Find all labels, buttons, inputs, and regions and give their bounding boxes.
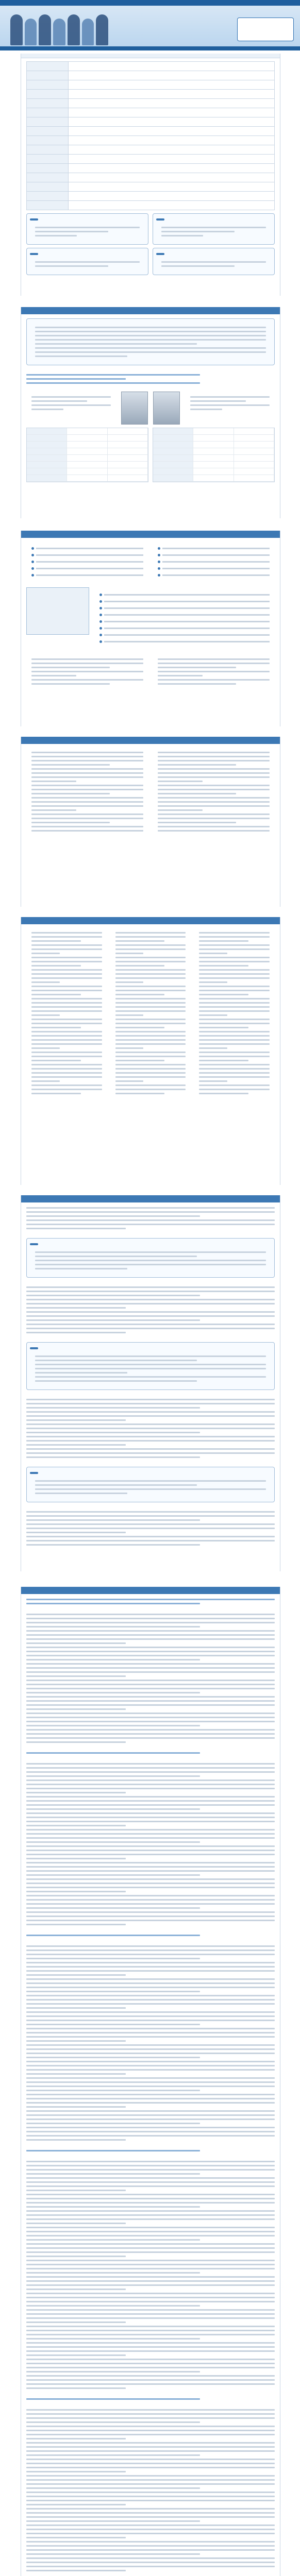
box-title [30,253,38,255]
header-banner [0,0,300,50]
table-row [27,80,275,90]
table-row [27,99,275,108]
box-title [30,218,38,221]
photo-row [26,392,275,425]
person-figure [10,14,23,45]
summary-box-left [26,213,148,245]
text-columns [26,654,275,689]
table-row [27,173,275,182]
table-row [27,201,275,210]
news-section-3 [21,737,280,907]
diagram-graphic [26,587,89,635]
three-column-text [26,927,275,1099]
text-column [26,927,107,1099]
notice-box [26,1467,275,1502]
person-figure [68,14,80,45]
notice-box [26,1238,275,1278]
schedule-summary [26,213,275,245]
newsletter-logo [237,18,294,41]
story-body [21,2156,280,2394]
person-figure [25,19,37,45]
story-subhead [21,1748,280,1758]
text-column [153,747,275,836]
notice-body [21,1282,280,1338]
table-row [27,136,275,145]
news-section-1 [21,307,280,518]
story-subhead [21,2394,280,2404]
text-column [194,927,275,1099]
text-column [26,654,148,689]
news-highlight-lines [21,369,280,388]
stats-table-right [153,428,275,482]
table-row [27,192,275,201]
table-row [27,182,275,192]
notice-box [26,1342,275,1390]
notice-body [21,1394,280,1463]
section-bar [21,307,280,314]
table-row [27,145,275,155]
person-figure [53,19,65,45]
table-row [27,127,275,136]
schedule-table [26,61,275,210]
summary-box-left [26,248,148,275]
notice-section [21,1195,280,1571]
bullet-list [31,544,143,579]
stats-table-left [26,428,148,482]
story-body [21,1609,280,1748]
bullet-list [158,544,270,579]
story-section [21,1587,280,2576]
summary-box-right [153,248,275,275]
news-section-4 [21,917,280,1185]
news-section-2 [21,531,280,726]
portrait-photo [153,392,180,425]
box-title [156,218,164,221]
box-title [30,1472,38,1474]
box-title [30,1243,38,1245]
banner-people-illustration [10,9,108,45]
table-row [27,62,275,71]
text-column [110,927,191,1099]
story-subhead [21,2145,280,2156]
person-figure [96,14,108,45]
news-summary-box [26,318,275,365]
box-title [30,1347,38,1349]
section-bar [21,531,280,538]
list-grid [26,541,275,582]
schedule-section [21,54,280,296]
summary-box-right [153,213,275,245]
story-lead [21,1594,280,1609]
story-body [21,2404,280,2576]
photo-caption [26,392,116,425]
section-bar [21,737,280,744]
section-bar [21,1195,280,1202]
table-row [27,71,275,80]
table-row [27,117,275,127]
box-title [156,253,164,255]
diagram-row [26,587,275,649]
table-row [27,108,275,117]
bullet-list [99,590,270,646]
table-row [27,164,275,173]
section-bar [21,1587,280,1594]
story-subhead [21,1930,280,1941]
section-title [21,54,280,58]
table-row [27,155,275,164]
notice-body [21,1506,280,1550]
text-column [26,747,148,836]
top-strip [0,0,300,6]
story-body [21,1758,280,1930]
text-column [153,654,275,689]
story-body [21,1941,280,2145]
banner-bottom-stripe [0,46,300,50]
schedule-summary-2 [26,248,275,275]
notice-body [21,1202,280,1234]
person-figure [39,14,51,45]
stats-tables [26,428,275,482]
portrait-photo [121,392,148,425]
section-bar [21,917,280,924]
photo-caption [185,392,275,425]
table-row [27,90,275,99]
person-figure [82,19,94,45]
text-columns [26,747,275,836]
